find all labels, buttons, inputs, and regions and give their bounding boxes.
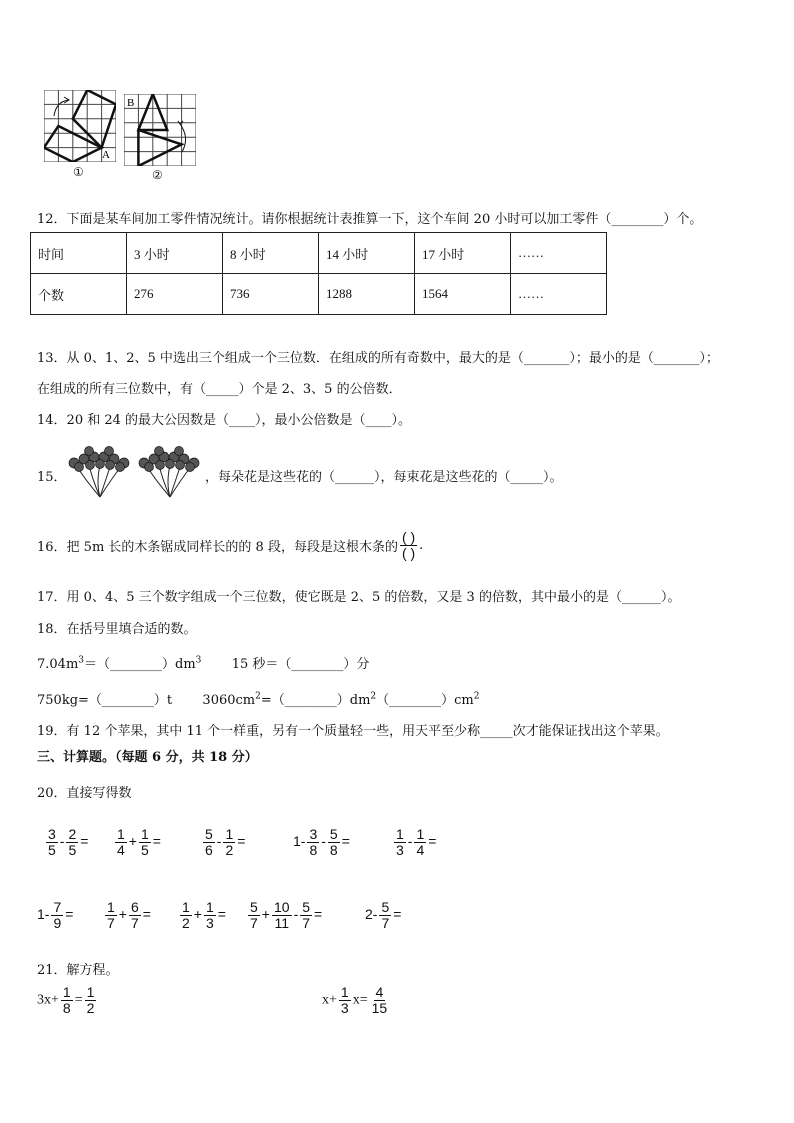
math-token: =	[237, 833, 246, 850]
area-value: 3060cm	[202, 693, 256, 708]
math-token: 8	[309, 842, 318, 858]
question-14: 14．20 和 24 的最大公因数是（____），最小公倍数是（____）。	[37, 413, 412, 428]
fraction	[129, 900, 141, 931]
table-cell: 276	[127, 274, 223, 315]
math-token: 2	[86, 1000, 95, 1016]
section-3-title: 三、计算题。（每题 6 分，共 18 分）	[37, 750, 258, 765]
math-token: =	[393, 906, 402, 923]
math-token: =	[428, 833, 437, 850]
math-token: 2	[225, 842, 234, 858]
figure-caption-2: ②	[152, 168, 163, 182]
flower-bouquets-image	[66, 443, 204, 499]
fraction-denominator: ( )	[401, 545, 416, 561]
fraction	[204, 900, 216, 931]
math-token: 9	[53, 915, 62, 931]
fraction	[51, 900, 63, 931]
question-21: 21．解方程。	[37, 963, 119, 978]
math-token: 1	[117, 826, 125, 842]
volume-value: 7.04m	[37, 657, 79, 672]
math-token: +	[118, 906, 127, 923]
math-token: =	[65, 906, 74, 923]
math-token: x+	[322, 992, 337, 1008]
table-cell: 1288	[319, 274, 415, 315]
math-token: 7	[250, 915, 258, 931]
question-16-text: 16．把 5m 长的木条锯成同样长的的 8 段，每段是这根木条的	[37, 540, 398, 555]
math-token: 5	[68, 842, 77, 858]
math-token: 10	[273, 899, 290, 915]
question-12: 12．下面是某车间加工零件情况统计。请你根据统计表推算一下，这个车间 20 小时可以加工零件（________）个。	[37, 212, 703, 227]
math-token: 5	[48, 842, 56, 858]
math-token: =	[142, 906, 151, 923]
math-token: 3	[309, 826, 318, 842]
calc-item-7	[103, 900, 151, 931]
fraction	[272, 900, 292, 931]
blank-fraction	[400, 530, 417, 561]
fraction	[394, 827, 406, 858]
math-token: =	[341, 833, 350, 850]
math-token: 5	[381, 899, 390, 915]
time-blank: 15 秒＝（________）分	[231, 657, 370, 672]
calc-item-2	[113, 827, 161, 858]
question-19: 19．有 12 个苹果，其中 11 个一样重，另有一个质量轻一些，用天平至少称_____次才能保证找出这个苹果。	[37, 724, 669, 739]
mass-blank: 750kg=（________）t	[37, 693, 173, 708]
math-token: +	[261, 906, 270, 923]
math-token: 2-	[365, 906, 378, 923]
calc-item-1	[44, 827, 88, 858]
calc-item-5	[392, 827, 436, 858]
fraction	[223, 827, 235, 858]
fraction	[139, 827, 151, 858]
fraction	[85, 985, 97, 1016]
math-token: 6	[205, 842, 213, 858]
math-token: =	[74, 992, 83, 1008]
math-token: 3	[340, 1000, 349, 1016]
table-cell: 1564	[415, 274, 511, 315]
fraction	[300, 900, 312, 931]
math-token: 8	[329, 842, 338, 858]
question-13-line-2: 在组成的所有三位数中，有（_____）个是 2、3、5 的公倍数．	[37, 382, 402, 397]
question-18-row-1	[37, 653, 369, 672]
math-token: 3x+	[37, 992, 59, 1008]
math-token: 7	[381, 915, 390, 931]
math-token: -	[293, 906, 299, 923]
table-cell: 3 小时	[127, 233, 223, 274]
fraction	[66, 827, 78, 858]
math-token: 7	[130, 915, 139, 931]
figure-caption-1: ①	[73, 165, 84, 179]
math-token: 1	[62, 984, 71, 1000]
volume-blank: ＝（________）dm	[84, 657, 196, 672]
area-blank-cm: （________）cm	[376, 693, 474, 708]
area-blank-dm: =（________）dm	[260, 693, 371, 708]
math-token: 1	[140, 826, 149, 842]
math-token: 8	[62, 1000, 71, 1016]
table-cell: 时间	[31, 233, 127, 274]
fraction	[203, 827, 215, 858]
fraction	[105, 900, 117, 931]
math-token: 1	[340, 984, 349, 1000]
math-token: 5	[140, 842, 149, 858]
math-token: =	[217, 906, 226, 923]
math-token: 7	[302, 915, 311, 931]
math-token: 1	[225, 826, 234, 842]
calc-item-4	[293, 827, 350, 858]
table-cell: 个数	[31, 274, 127, 315]
question-16	[37, 530, 423, 561]
math-token: -	[216, 833, 222, 850]
question-13-line-1: 13．从 0、1、2、5 中选出三个组成一个三位数．在组成的所有奇数中，最大的是（_______）；最小的是（_______）；	[37, 351, 719, 366]
table-cell: 14 小时	[319, 233, 415, 274]
rotation-figure-1	[44, 90, 116, 162]
math-token: 2	[68, 826, 77, 842]
question-16-end: .	[419, 538, 424, 553]
math-token: +	[193, 906, 202, 923]
math-token: =	[152, 833, 161, 850]
math-token: 4	[416, 842, 425, 858]
fraction	[248, 900, 260, 931]
math-token: -	[407, 833, 413, 850]
math-token: 11	[274, 915, 290, 931]
fraction	[115, 827, 127, 858]
superscript: 2	[370, 691, 377, 702]
calc-item-6	[37, 900, 73, 931]
table-row	[31, 233, 607, 274]
math-token: 4	[375, 984, 384, 1000]
math-token: 15	[371, 1000, 388, 1016]
fraction	[307, 827, 319, 858]
question-20: 20．直接写得数	[37, 786, 132, 801]
math-token: 3	[205, 915, 214, 931]
table-row	[31, 274, 607, 315]
math-token: 1	[107, 899, 115, 915]
math-token: 5	[205, 826, 213, 842]
math-token: 5	[329, 826, 338, 842]
table-cell: 736	[223, 274, 319, 315]
label-a: A	[102, 149, 110, 161]
fraction	[370, 985, 390, 1016]
superscript: 2	[255, 691, 261, 702]
math-token: 2	[182, 915, 190, 931]
label-b: B	[127, 97, 135, 109]
question-15-text: ，每朵花是这些花的（______），每束花是这些花的（_____）。	[205, 470, 563, 485]
table-cell: ……	[511, 233, 607, 274]
equation-2	[322, 985, 391, 1016]
math-token: -	[321, 833, 326, 850]
question-18: 18．在括号里填合适的数。	[37, 622, 197, 637]
superscript: 2	[473, 691, 480, 702]
fraction	[61, 985, 73, 1016]
math-token: 1	[416, 826, 425, 842]
table-cell: 8 小时	[223, 233, 319, 274]
calc-item-10	[365, 900, 401, 931]
math-token: -	[59, 833, 65, 850]
fraction	[46, 827, 58, 858]
math-token: x=	[352, 992, 368, 1008]
question-17: 17．用 0、4、5 三个数字组成一个三位数，使它既是 2、5 的倍数，又是 3 的倍数，其中最小的是（______）。	[37, 590, 681, 605]
math-token: 1	[205, 899, 214, 915]
math-token: 5	[250, 899, 258, 915]
math-token: 1-	[293, 833, 306, 850]
math-token: 1	[86, 984, 95, 1000]
superscript: 3	[195, 655, 202, 666]
fraction	[180, 900, 192, 931]
table-cell: ……	[511, 274, 607, 315]
statistics-table	[30, 232, 607, 315]
math-token: 6	[130, 899, 139, 915]
math-token: =	[80, 833, 89, 850]
fraction-numerator: ( )	[401, 529, 416, 545]
math-token: =	[314, 906, 323, 923]
math-token: 7	[107, 915, 115, 931]
fraction	[328, 827, 340, 858]
table-cell: 17 小时	[415, 233, 511, 274]
math-token: 3	[396, 842, 404, 858]
math-token: 5	[302, 899, 311, 915]
math-token: 7	[53, 899, 62, 915]
math-token: 1-	[37, 906, 50, 923]
math-token: 1	[396, 826, 404, 842]
rotation-figure-2	[124, 94, 196, 166]
calc-item-9	[246, 900, 322, 931]
math-token: 1	[182, 899, 190, 915]
fraction	[339, 985, 351, 1016]
equation-1	[37, 985, 98, 1016]
calc-item-8	[178, 900, 226, 931]
question-15-number: 15．	[37, 470, 67, 485]
fraction	[414, 827, 426, 858]
fraction	[379, 900, 391, 931]
calc-item-3	[201, 827, 245, 858]
math-token: +	[128, 833, 137, 850]
superscript: 3	[78, 655, 85, 666]
math-token: 4	[117, 842, 125, 858]
math-token: 3	[48, 826, 56, 842]
question-18-row-2	[37, 689, 479, 708]
